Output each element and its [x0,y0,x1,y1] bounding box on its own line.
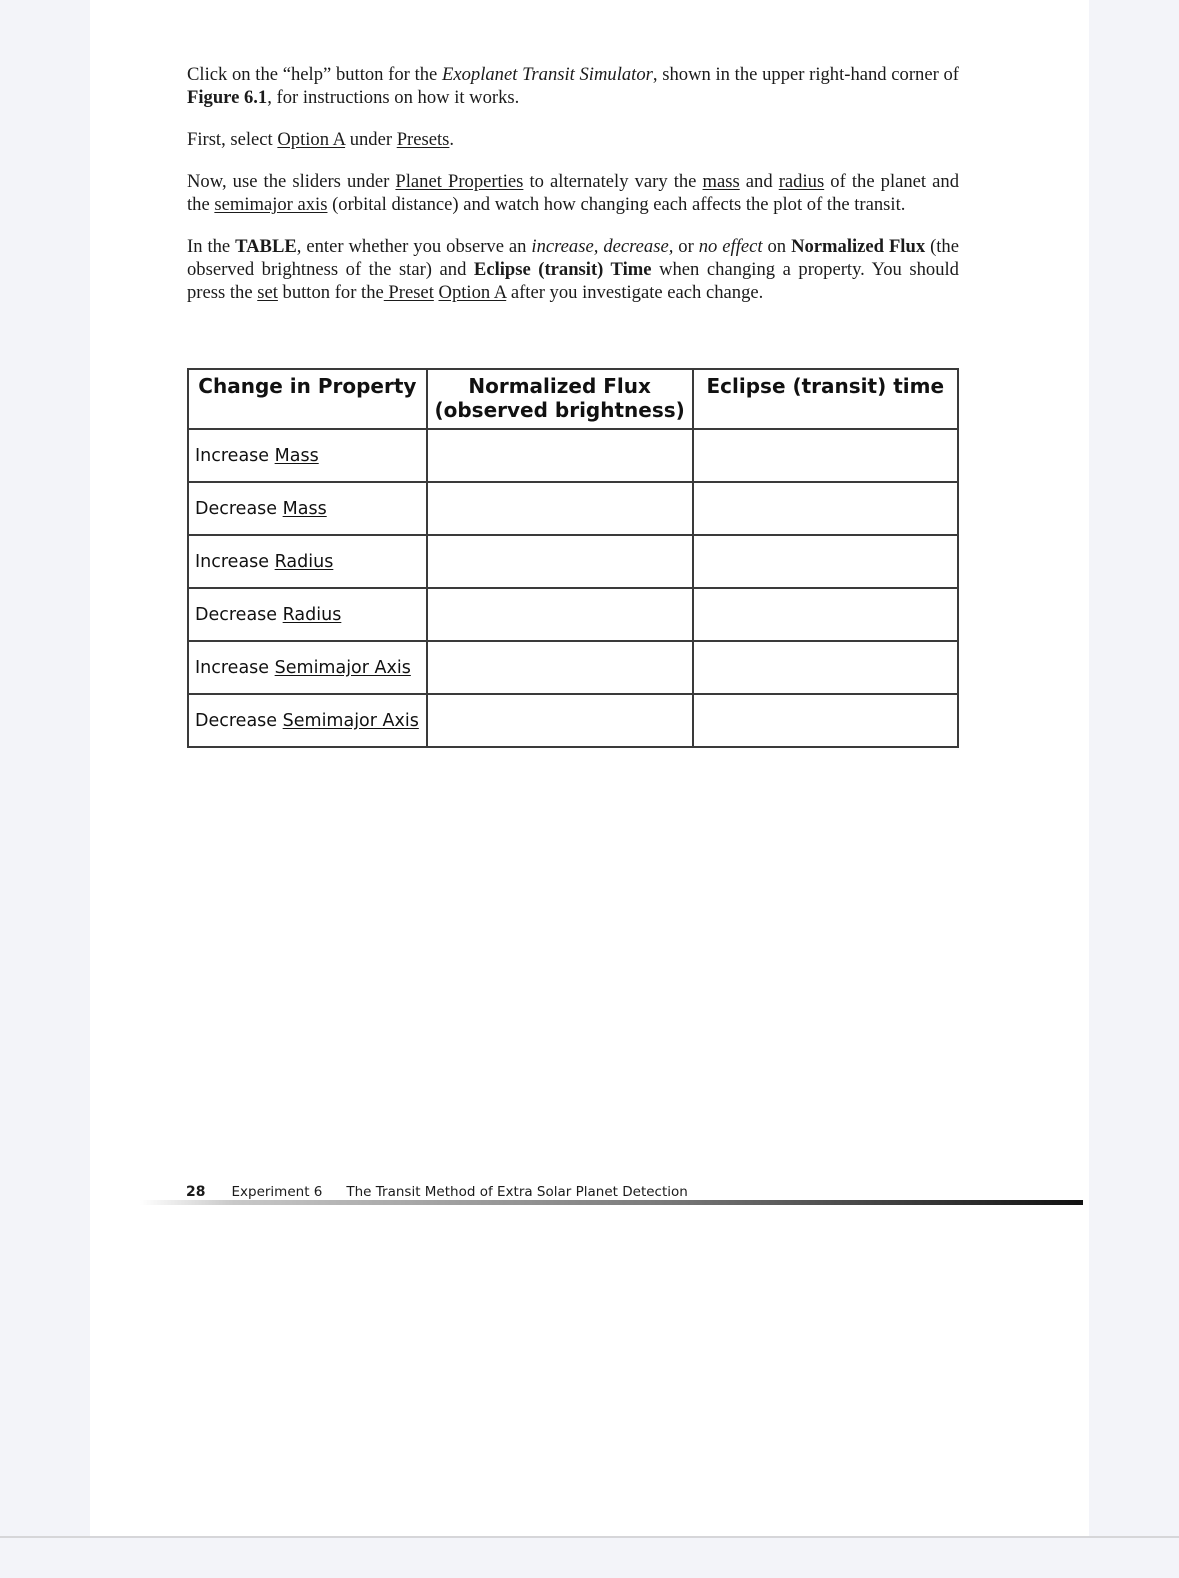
header-change-in-property: Change in Property [188,369,427,429]
increase-decrease-term: increase, decrease, [531,236,674,257]
property-cell [188,429,427,482]
eclipse-time-term: Eclipse (transit) Time [473,259,652,280]
paragraph-table-instructions [187,235,959,304]
semimajor-axis-term: semimajor axis [214,194,328,215]
instructions-text [187,63,959,323]
text-run: button for the [277,282,384,303]
property-name: Radius [274,551,334,572]
text-run: when changing a property. You should press the [187,259,959,303]
property-cell [188,641,427,694]
option-a-term: Option A [277,129,346,150]
text-run: First, select [187,129,278,150]
paragraph-help-instructions [187,63,959,109]
header-eclipse-time: Eclipse (transit) time [693,369,958,429]
text-run: under [345,129,397,150]
header-line: Normalized Flux [468,374,651,398]
change-verb: Increase [195,445,270,466]
change-verb: Decrease [195,604,278,625]
presets-term: Presets [396,129,450,150]
table-header-row [188,369,958,429]
change-verb: Increase [195,657,270,678]
property-name: Mass [282,498,327,519]
text-run: . [449,129,455,150]
flux-answer-cell[interactable] [427,588,693,641]
eclipse-answer-cell[interactable] [693,694,958,747]
text-run: (the observed brightness of the star) and [187,236,959,280]
change-verb: Increase [195,551,270,572]
text-run: after you investigate each change. [506,282,764,303]
text-run: , enter whether you observe an [296,236,532,257]
flux-answer-cell[interactable] [427,429,693,482]
no-effect-term: no effect [698,236,763,257]
figure-reference: Figure 6.1 [187,87,268,108]
flux-answer-cell[interactable] [427,535,693,588]
text-run: Now, use the sliders under [187,171,396,192]
property-name: Semimajor Axis [274,657,411,678]
chapter-title: The Transit Method of Extra Solar Planet Detection [346,1184,688,1200]
table-row [188,535,958,588]
radius-term: radius [778,171,825,192]
flux-answer-cell[interactable] [427,482,693,535]
change-verb: Decrease [195,710,278,731]
experiment-label: Experiment 6 [231,1184,323,1200]
text-run: and [739,171,779,192]
eclipse-answer-cell[interactable] [693,641,958,694]
paragraph-select-preset [187,128,959,151]
mass-term: mass [702,171,740,192]
eclipse-answer-cell[interactable] [693,535,958,588]
text-run: on [762,236,792,257]
footer-rule [140,1200,1083,1205]
property-name: Mass [274,445,319,466]
eclipse-answer-cell[interactable] [693,588,958,641]
table-term: TABLE [235,236,297,257]
eclipse-answer-cell[interactable] [693,429,958,482]
text-run: to alternately vary the [523,171,703,192]
table-row [188,641,958,694]
header-normalized-flux [427,369,693,429]
page-footer [186,1184,688,1200]
page-number: 28 [186,1184,206,1200]
text-run: , for instructions on how it works. [267,87,520,108]
viewer-bottom-divider [0,1536,1179,1538]
table-row [188,694,958,747]
text-run: or [673,236,699,257]
change-verb: Decrease [195,498,278,519]
preset-term: Preset [383,282,434,303]
property-name: Radius [282,604,342,625]
property-cell [188,535,427,588]
text-run: , shown in the upper right-hand corner of [652,64,959,85]
text-run: In the [187,236,236,257]
property-effects-table [187,368,959,748]
text-run: Click on the “help” button for the [187,64,442,85]
table-row [188,482,958,535]
property-cell [188,482,427,535]
set-term: set [257,282,278,303]
header-line: (observed brightness) [434,398,685,422]
property-cell [188,588,427,641]
eclipse-answer-cell[interactable] [693,482,958,535]
simulator-name: Exoplanet Transit Simulator [442,64,653,85]
property-name: Semimajor Axis [282,710,419,731]
table-row [188,588,958,641]
paragraph-vary-sliders [187,170,959,216]
text-run: of the planet and the [187,171,960,215]
text-run: (orbital distance) and watch how changing each affects the plot of the transit. [327,194,906,215]
property-cell [188,694,427,747]
planet-properties-term: Planet Properties [395,171,524,192]
table-body [188,429,958,747]
normalized-flux-term: Normalized Flux [791,236,926,257]
flux-answer-cell[interactable] [427,694,693,747]
flux-answer-cell[interactable] [427,641,693,694]
table-row [188,429,958,482]
document-page [90,0,1089,1536]
option-a-term: Option A [438,282,507,303]
